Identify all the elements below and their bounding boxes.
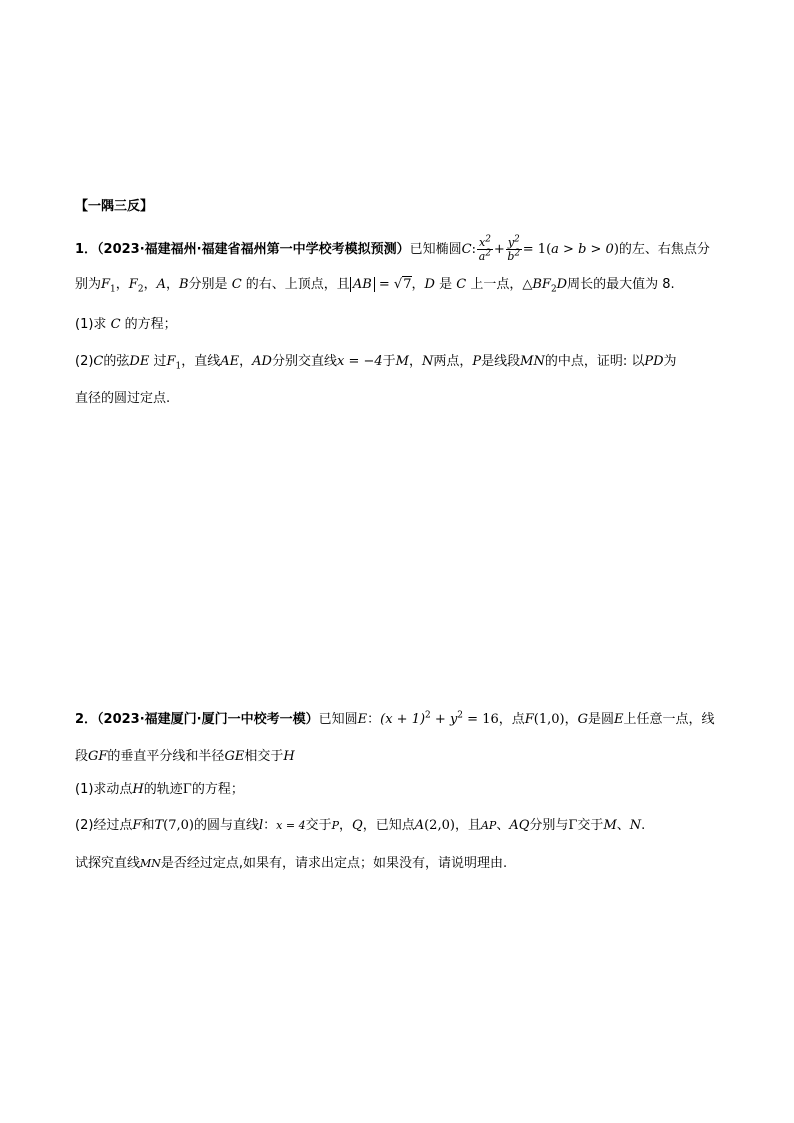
text: ，且 [454,818,481,833]
text: 的弦 [103,354,130,369]
point-t: T [154,818,164,833]
triangle-d: D [556,277,568,292]
text: ，点 [498,712,525,727]
text: 已知圆 [318,712,358,727]
point-a: A [414,818,425,833]
text: 是线段 [481,354,521,369]
coords: (2,0) [424,818,455,833]
sqrt-value: 7 [403,277,412,292]
q1-label: (1)求动点 [75,782,133,797]
fraction-x: $\frac{x^2}{a^2}$ [478,234,492,263]
problem1-after-eq: 的左、右焦点分 [618,242,710,257]
curve-c: C [93,354,104,369]
coords: (7,0) [163,818,194,833]
point-h: H [132,782,144,797]
text: ： [367,712,381,727]
q1-label: (1)求 [75,317,107,332]
line-eq: x = −4 [336,354,383,369]
gamma: Γ [568,818,578,833]
text: 的方程； [191,782,244,797]
circle-e: E [357,712,368,727]
eq-part: (x + 1) [380,712,426,727]
segment-mn: MN [520,354,545,369]
text: 交于 [305,818,332,833]
text: 和 [141,818,155,833]
text: ，直线 [181,354,221,369]
triangle: △BF [522,277,551,292]
problem2-q1 [75,781,244,799]
text: 上任意一点，线 [623,712,715,727]
text: 的中点，证明: 以 [544,354,645,369]
line-eq: x = 4 [276,819,306,832]
text: ： [263,818,277,833]
segment-pd: PD [644,354,664,369]
fraction-y: $\frac{y^2}{b^2}$ [507,234,521,263]
problem1-intro: 已知椭圆 [409,242,462,257]
text: 、 [616,818,630,833]
text: 的轨迹 [143,782,183,797]
text: ， [408,354,422,369]
point-p: P [331,819,340,832]
point-d: D [424,277,435,292]
text: 两点， [433,354,473,369]
point-g: G [577,712,589,727]
point-b: B [178,277,189,292]
gamma: Γ [182,782,192,797]
line-l: l [258,818,264,833]
problem1-source: （2023·福建福州·福建省福州第一中学校考模拟预测） [97,242,410,257]
text: 于 [382,354,396,369]
segment-ge: GE [224,749,245,764]
f2: F [128,277,138,292]
line-ad: AD [252,354,272,369]
problem2-line5 [75,855,507,873]
text: . [641,818,646,833]
text: 段 [75,749,89,764]
text: ，已知点 [362,818,415,833]
text: 别为 [75,277,102,292]
point-p: P [472,354,482,369]
problem1-q2-end: 直径的圆过定点. [75,391,171,406]
text: 是否经过定点,如果有，请求出定点；如果没有，请说明理由. [160,856,508,871]
chord-de: DE [129,354,150,369]
coords: (1,0) [533,712,565,727]
point-f: F [524,712,534,727]
text: 上一点， [470,277,523,292]
problem1-line2: 别为$F_1$，$F_2$，A，B分别是 C 的右、上顶点，且 AB = √7，D 是 C 上一点，$\triangle BF_2D$周长的最大值为 8. [75,277,675,295]
text: 分别与 [529,818,569,833]
text: 的圆与直线 [193,818,259,833]
f1: F [166,354,176,369]
text: ， [564,712,578,727]
curve-c: C [456,277,467,292]
line-ae: AE [220,354,240,369]
circle-e: E [614,712,624,727]
point-a: A [156,277,166,292]
line-aq: AQ [509,818,530,833]
point-n: N [421,354,434,369]
text: 分别交直线 [271,354,337,369]
line-mn: MN [140,857,161,870]
text: 交于 [577,818,604,833]
curve-c: C [110,317,121,332]
text: 分别是 [188,277,228,292]
eq-condition: a > b > 0 [551,242,614,257]
point-m: M [603,818,617,833]
segment-gf: GF [88,749,108,764]
eq-rest: = 1 [522,242,547,257]
text: 过 [153,354,167,369]
point-m: M [395,354,409,369]
problem2-source: （2023·福建厦门·厦门一中校考一模） [97,712,319,727]
text: 试探究直线 [75,856,141,871]
problem2-line1: 2．（2023·福建厦门·厦门一中校考一模）已知圆E：$(x + 1)^2 + y^2 = 16$，点F(1,0)，G是圆E上任意一点，线 [75,710,715,727]
problem2-number: 2． [75,712,98,727]
problem1-line1: 1．（2023·福建福州·福建省福州第一中学校考模拟预测）已知椭圆C: $\frac{x^2}{a^2}$ + $\frac{y^2}{b^2}$ = 1(a > b > 0)的左、右焦点分 [75,234,710,263]
text: ， [339,818,353,833]
text: 、 [496,818,510,833]
eq-part: + y [430,712,458,727]
text: 为 [663,354,677,369]
problem2-line2 [75,748,295,766]
curve-c: C [231,277,242,292]
text: 的垂直平分线和半径 [107,749,225,764]
point-h: H [283,749,295,764]
f1: F [101,277,111,292]
point-q: Q [352,818,363,833]
problem1-number: 1． [75,242,98,257]
problem2-q2 [75,817,645,835]
q2-label: (2)经过点 [75,818,133,833]
text: 相交于 [244,749,284,764]
line-ap: AP [480,819,497,832]
curve-c: C [461,242,472,257]
point-n: N [629,818,642,833]
q2-label: (2) [75,354,94,369]
section-title: 【一隅三反】 [75,199,154,214]
text: 是圆 [588,712,615,727]
problem1-q2: (2)C的弦DE 过$F_1$，直线AE，AD分别交直线x = −4于M，N两点，P是线段MN的中点，证明: 以PD为 [75,354,677,372]
problem1-q1 [75,316,177,334]
abs-ab: AB [350,277,375,292]
text: 的右、上顶点，且 [245,277,350,292]
text: 是 [439,277,453,292]
eq-part: = 16 [463,712,499,727]
text: ， [239,354,253,369]
point-f: F [132,818,142,833]
text: 的方程； [124,317,177,332]
text: 周长的最大值为 8. [567,277,675,292]
